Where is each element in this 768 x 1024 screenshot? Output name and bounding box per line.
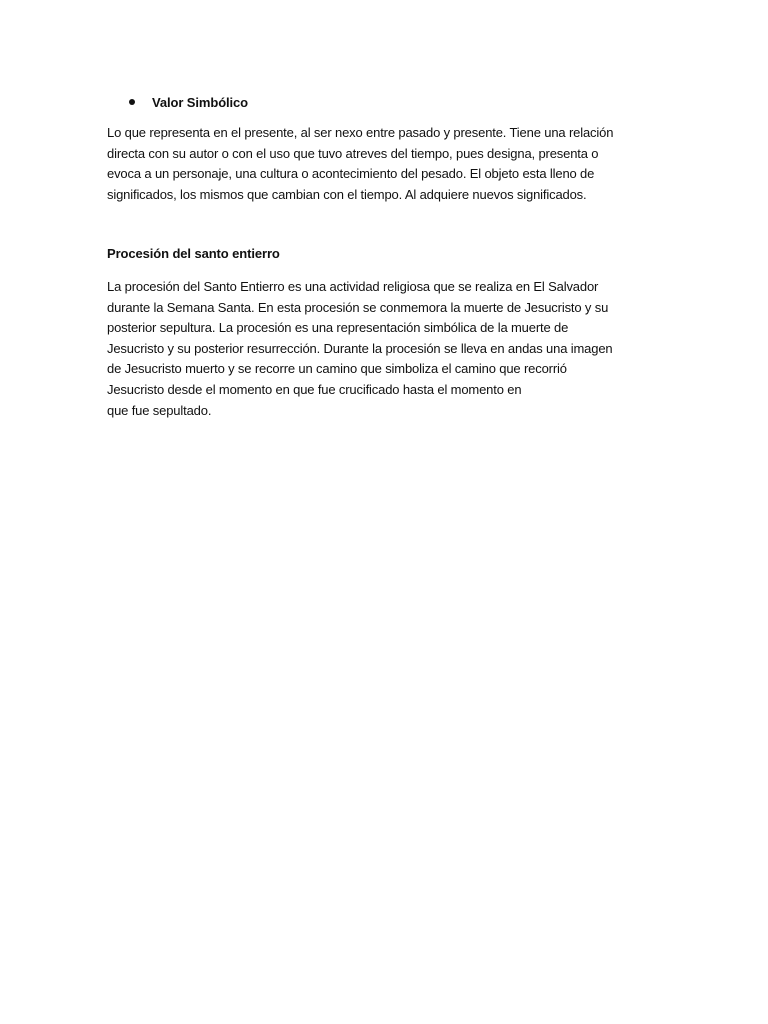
paragraph-line: que fue sepultado.	[107, 402, 212, 418]
paragraph-line: de Jesucristo muerto y se recorre un camino que simboliza el camino que recorrió	[107, 361, 567, 377]
paragraph-line: durante la Semana Santa. En esta procesión se conmemora la muerte de Jesucristo y su	[107, 299, 609, 315]
paragraph-line: Jesucristo desde el momento en que fue crucificado hasta el momento en	[107, 381, 522, 397]
paragraph-line: posterior sepultura. La procesión es una representación simbólica de la muerte de	[107, 320, 569, 336]
paragraph-procesion	[107, 277, 667, 421]
paragraph-line: La procesión del Santo Entierro es una actividad religiosa que se realiza en El Salvador	[107, 279, 599, 294]
paragraph-line: Lo que representa en el presente, al ser nexo entre pasado y presente. Tiene una relación	[107, 125, 614, 140]
paragraph-line: directa con su autor o con el uso que tuvo atreves del tiempo, pues designa, presenta o	[107, 145, 599, 161]
bullet-icon	[129, 99, 135, 105]
bullet-item	[129, 92, 248, 112]
paragraph-line: significados, los mismos que cambian con el tiempo. Al adquiere nuevos significados.	[107, 186, 587, 202]
paragraph-line: Jesucristo y su posterior resurrección. Durante la procesión se lleva en andas una imagen	[107, 340, 613, 356]
bullet-label: Valor Simbólico	[152, 94, 249, 110]
paragraph-line: evoca a un personaje, una cultura o acontecimiento del pesado. El objeto esta lleno de	[107, 166, 595, 182]
paragraph-valor-simbolico	[107, 123, 667, 205]
section-heading: Procesión del santo entierro	[107, 246, 280, 261]
